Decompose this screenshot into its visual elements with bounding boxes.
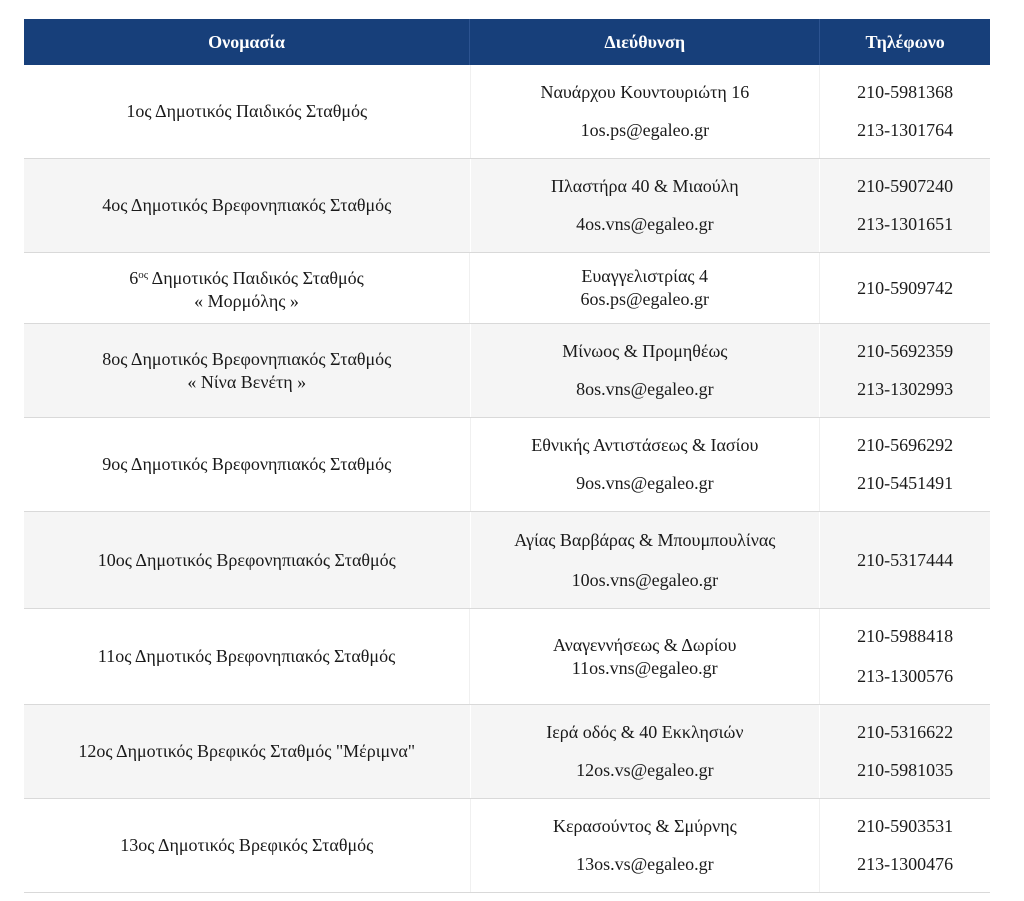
- row-phones: [820, 512, 990, 608]
- row-name: [24, 253, 470, 323]
- row-address: [471, 512, 821, 608]
- table-row: [24, 324, 990, 418]
- name-line: 4ος Δημοτικός Βρεφονηπιακός Σταθμός: [102, 195, 392, 215]
- row-name: [24, 609, 470, 704]
- table-header: [24, 19, 990, 65]
- name-line: [129, 264, 364, 290]
- phone-line: 213-1300576: [857, 665, 954, 686]
- name-line: 10ος Δημοτικός Βρεφονηπιακός Σταθμός: [97, 549, 396, 570]
- phone-line: 210-5981035: [857, 760, 954, 781]
- table-row: [24, 65, 990, 159]
- row-phones: [820, 609, 990, 704]
- table-row: [24, 418, 990, 512]
- name-line: 9ος Δημοτικός Βρεφονηπιακός Σταθμός: [102, 454, 392, 474]
- phone-line: 213-1301651: [857, 214, 954, 235]
- header-address: Διεύθυνση: [470, 19, 820, 65]
- email-line: 6os.ps@egaleo.gr: [580, 289, 709, 309]
- row-phones: [820, 418, 990, 511]
- row-address: [471, 65, 821, 158]
- name-superscript: ος: [138, 268, 149, 281]
- row-address: [470, 253, 820, 323]
- name-line: « Νίνα Βενέτη »: [187, 371, 307, 392]
- table-row: [24, 512, 990, 609]
- row-phones: [820, 65, 990, 158]
- phone-line: 210-5316622: [857, 721, 954, 742]
- phone-line: 210-5909742: [857, 277, 954, 298]
- row-name: [24, 799, 471, 892]
- row-phones: [820, 324, 990, 417]
- name-rest: Δημοτικός Παιδικός Σταθμός: [148, 267, 364, 288]
- email-line: 10os.vns@egaleo.gr: [571, 569, 719, 590]
- phone-line: 213-1302993: [857, 379, 954, 400]
- phone-line: 210-5451491: [857, 473, 954, 494]
- row-address: [470, 609, 820, 704]
- address-line: Αναγεννήσεως & Δωρίου: [552, 634, 737, 655]
- name-line: « Μορμόλης »: [194, 290, 299, 311]
- name-line: 1ος Δημοτικός Παιδικός Σταθμός: [126, 101, 368, 121]
- row-address: [471, 799, 821, 892]
- row-name: [24, 324, 471, 417]
- header-name: Ονομασία: [24, 19, 470, 65]
- address-line: Ιερά οδός & 40 Εκκλησιών: [546, 721, 744, 742]
- email-line: 12os.vs@egaleo.gr: [576, 760, 714, 781]
- name-line: 12ος Δημοτικός Βρεφικός Σταθμός "Μέριμνα": [78, 741, 416, 761]
- phone-line: 210-5981368: [857, 81, 954, 102]
- row-name: [24, 159, 471, 252]
- phone-line: 210-5317444: [857, 549, 954, 570]
- row-name: [24, 705, 471, 798]
- address-line: Ευαγγελιστρίας 4: [581, 266, 709, 286]
- row-address: [471, 705, 821, 798]
- table-row: [24, 609, 990, 705]
- name-prefix: 6: [129, 267, 139, 288]
- header-phone: Τηλέφωνο: [865, 32, 945, 52]
- row-address: [471, 324, 821, 417]
- phone-line: 210-5696292: [857, 434, 954, 455]
- address-line: Πλαστήρα 40 & Μιαούλη: [551, 175, 739, 196]
- row-name: [24, 418, 471, 511]
- row-phones: [820, 799, 990, 892]
- address-line: Ναυάρχου Κουντουριώτη 16: [540, 81, 750, 102]
- email-line: 1os.ps@egaleo.gr: [580, 120, 710, 141]
- nursery-table: [24, 19, 990, 893]
- row-phones: [820, 705, 990, 798]
- row-address: [471, 159, 821, 252]
- address-line: Αγίας Βαρβάρας & Μπουμπουλίνας: [514, 529, 776, 550]
- name-line: 8ος Δημοτικός Βρεφονηπιακός Σταθμός: [102, 348, 392, 369]
- email-line: 4os.vns@egaleo.gr: [576, 214, 714, 235]
- row-phones: [820, 253, 990, 323]
- table-row: [24, 705, 990, 799]
- email-line: 9os.vns@egaleo.gr: [576, 473, 714, 494]
- email-line: 8os.vns@egaleo.gr: [576, 379, 714, 400]
- name-line: 13ος Δημοτικός Βρεφικός Σταθμός: [120, 835, 374, 855]
- address-line: Εθνικής Αντιστάσεως & Ιασίου: [531, 434, 759, 455]
- address-line: Κερασούντος & Σμύρνης: [552, 815, 737, 836]
- address-line: Μίνωος & Προμηθέως: [562, 340, 728, 361]
- row-phones: [820, 159, 990, 252]
- phone-line: 210-5692359: [857, 340, 954, 361]
- phone-line: 213-1301764: [857, 120, 954, 141]
- phone-line: 213-1300476: [857, 854, 954, 875]
- row-name: [24, 512, 471, 608]
- table-row: [24, 253, 990, 324]
- row-name: [24, 65, 471, 158]
- table-row: [24, 159, 990, 253]
- email-line: 11os.vns@egaleo.gr: [571, 657, 718, 678]
- name-line: 11ος Δημοτικός Βρεφονηπιακός Σταθμός: [97, 646, 396, 666]
- phone-line: 210-5988418: [857, 626, 954, 647]
- phone-line: 210-5907240: [857, 175, 954, 196]
- table-row: [24, 799, 990, 893]
- phone-line: 210-5903531: [857, 815, 954, 836]
- row-address: [471, 418, 821, 511]
- email-line: 13os.vs@egaleo.gr: [576, 854, 714, 875]
